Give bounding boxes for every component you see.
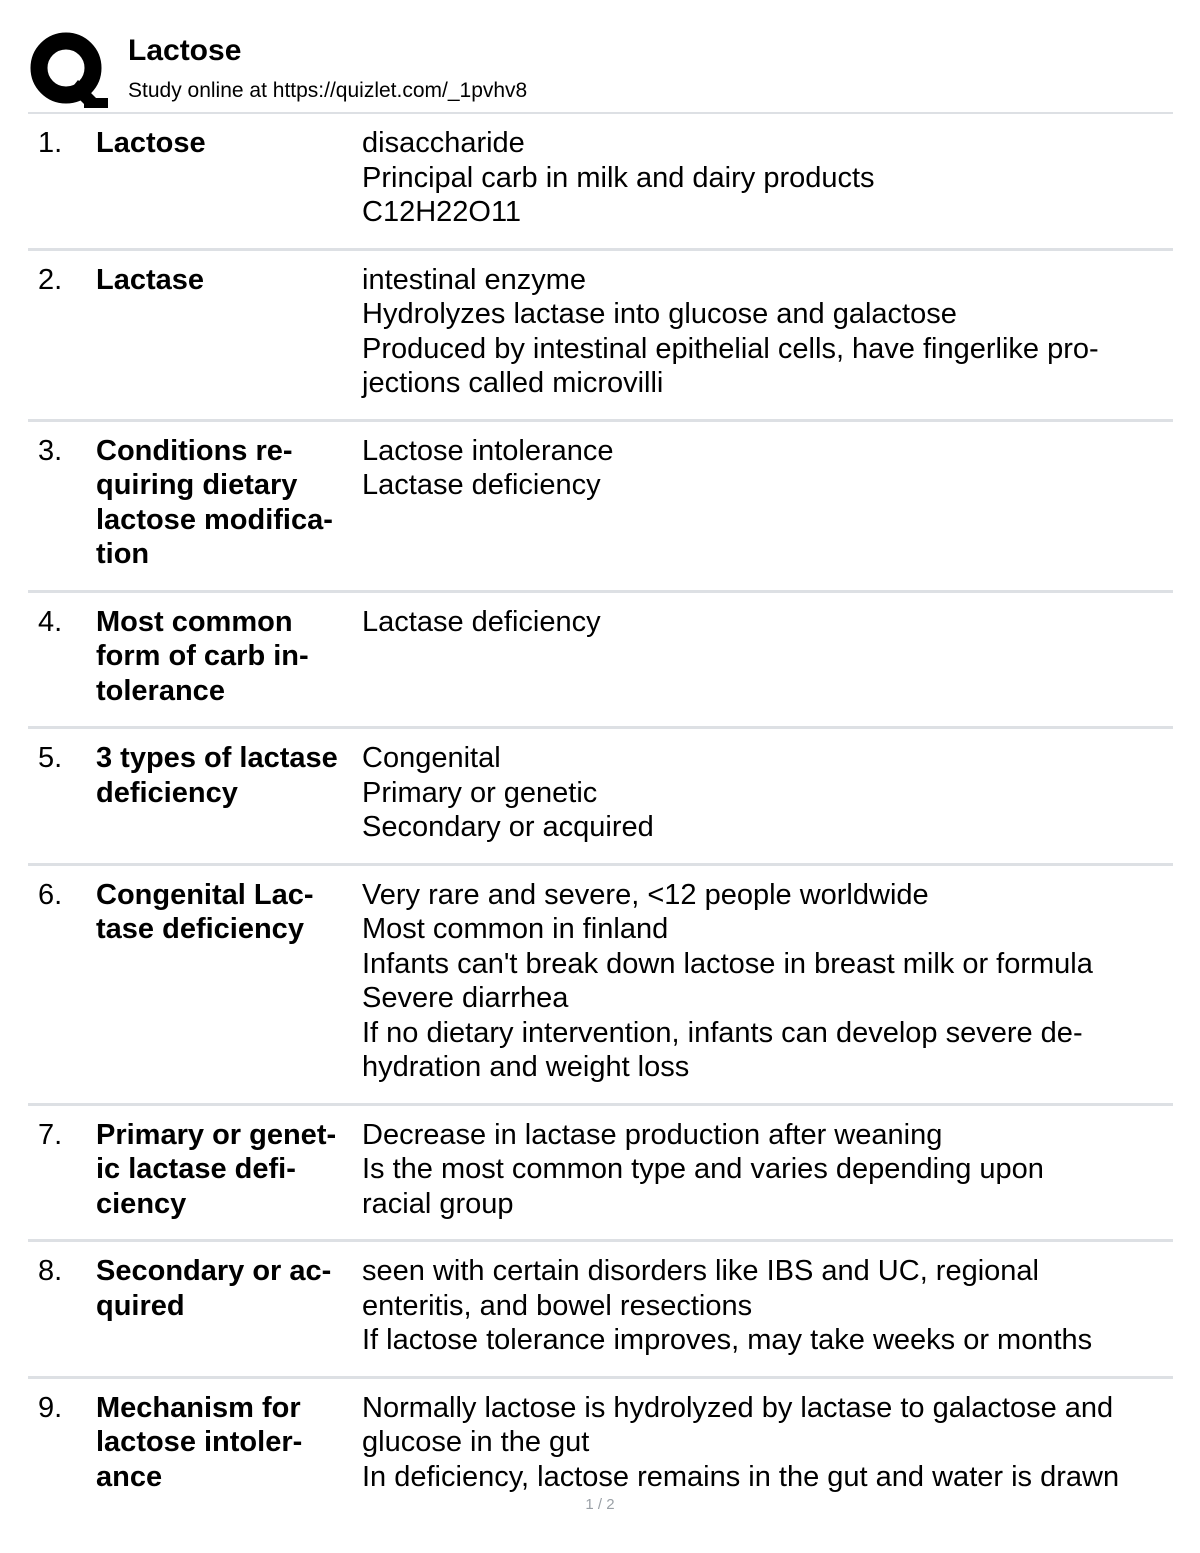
term-line: Conditions re- — [96, 434, 293, 467]
study-online-link[interactable]: Study online at https://quizlet.com/_1pvhv8 — [128, 79, 528, 102]
card-term — [96, 605, 362, 709]
term-line: Lactase — [96, 263, 205, 296]
card-term — [96, 741, 362, 845]
definition-line: Lactose intolerance — [362, 434, 614, 467]
definition-line: glucose in the gut — [362, 1426, 590, 1458]
flashcard-row — [28, 1376, 1173, 1513]
definition-line: Secondary or acquired — [362, 811, 654, 843]
definition-line: seen with certain disorders like IBS and UC, regional — [362, 1255, 1039, 1287]
card-definition — [362, 1391, 1173, 1495]
card-term — [96, 878, 362, 1085]
definition-line: Decrease in lactase production after weaning — [362, 1118, 943, 1151]
card-number: 1. — [38, 127, 63, 159]
definition-line: If no dietary intervention, infants can develop severe de- — [362, 1016, 1083, 1049]
term-line: 3 types of lactase — [96, 742, 338, 774]
set-title: Lactose — [128, 34, 242, 67]
definition-line: C12H22O11 — [362, 196, 522, 228]
card-definition — [362, 1118, 1173, 1222]
flashcard-row — [28, 1239, 1173, 1376]
term-line: ciency — [96, 1187, 187, 1220]
definition-line: Produced by intestinal epithelial cells, have fingerlike pro- — [362, 332, 1099, 365]
card-definition — [362, 263, 1173, 401]
flashcard-row — [28, 248, 1173, 419]
definition-line: Lactase deficiency — [362, 605, 601, 638]
card-definition — [362, 126, 1173, 230]
flashcard-row — [28, 590, 1173, 727]
term-line: tion — [96, 538, 150, 570]
definition-line: hydration and weight loss — [362, 1051, 690, 1083]
definition-line: racial group — [362, 1187, 514, 1220]
card-definition — [362, 605, 1173, 709]
term-line: deficiency — [96, 776, 238, 809]
card-number: 6. — [38, 878, 63, 911]
term-line: quired — [96, 1289, 185, 1322]
term-line: ic lactase defi- — [96, 1153, 296, 1185]
definition-line: jections called microvilli — [362, 367, 664, 399]
term-line: lactose intoler- — [96, 1426, 303, 1458]
card-number: 2. — [38, 263, 63, 296]
term-line: Most common — [96, 605, 293, 638]
flashcard-row — [28, 726, 1173, 863]
definition-line: disaccharide — [362, 127, 525, 159]
definition-line: Is the most common type and varies depending upon — [362, 1153, 1044, 1185]
definition-line: Principal carb in milk and dairy products — [362, 161, 875, 194]
definition-line: Lactase deficiency — [362, 469, 601, 501]
definition-line: intestinal enzyme — [362, 263, 587, 296]
term-line: Primary or genet- — [96, 1118, 337, 1151]
definition-line: In deficiency, lactose remains in the gut and water is drawn — [362, 1460, 1120, 1493]
card-definition — [362, 741, 1173, 845]
flashcard-row — [28, 863, 1173, 1103]
flashcard-list — [28, 112, 1173, 1512]
term-line: tase deficiency — [96, 913, 304, 945]
term-line: Secondary or ac- — [96, 1255, 332, 1287]
definition-line: Congenital — [362, 742, 501, 774]
card-term — [96, 1118, 362, 1222]
card-definition — [362, 434, 1173, 572]
term-line: Congenital Lac- — [96, 878, 314, 911]
definition-line: Hydrolyzes lactase into glucose and galactose — [362, 298, 957, 330]
card-definition — [362, 1254, 1173, 1358]
flashcard-row — [28, 1103, 1173, 1240]
card-term — [96, 1391, 362, 1495]
definition-line: Infants can't break down lactose in breast milk or formula — [362, 947, 1093, 980]
definition-line: Most common in finland — [362, 913, 669, 945]
card-number: 9. — [38, 1391, 63, 1424]
term-line: lactose modifica- — [96, 503, 333, 536]
page-header — [28, 28, 1178, 112]
quizlet-logo-icon — [28, 28, 108, 108]
definition-line: Normally lactose is hydrolyzed by lactase to galactose and — [362, 1391, 1114, 1424]
card-term — [96, 434, 362, 572]
card-number: 4. — [38, 605, 63, 638]
term-line: form of carb in- — [96, 640, 309, 672]
flashcard-row — [28, 112, 1173, 248]
card-definition — [362, 878, 1173, 1085]
page-indicator: 1 / 2 — [585, 1496, 615, 1513]
card-number: 8. — [38, 1255, 63, 1287]
card-term — [96, 263, 362, 401]
card-number: 7. — [38, 1118, 63, 1151]
definition-line: Severe diarrhea — [362, 982, 569, 1014]
card-term — [96, 1254, 362, 1358]
term-line: Mechanism for — [96, 1391, 301, 1424]
definition-line: enteritis, and bowel resections — [362, 1289, 753, 1322]
term-line: ance — [96, 1460, 163, 1493]
term-line: tolerance — [96, 674, 225, 707]
definition-line: Primary or genetic — [362, 776, 598, 809]
term-line: Lactose — [96, 127, 206, 159]
definition-line: Very rare and severe, <12 people worldwide — [362, 878, 929, 911]
card-number: 3. — [38, 434, 63, 467]
term-line: quiring dietary — [96, 469, 298, 501]
card-term — [96, 126, 362, 230]
card-number: 5. — [38, 742, 63, 774]
definition-line: If lactose tolerance improves, may take weeks or months — [362, 1324, 1093, 1356]
flashcard-row — [28, 419, 1173, 590]
